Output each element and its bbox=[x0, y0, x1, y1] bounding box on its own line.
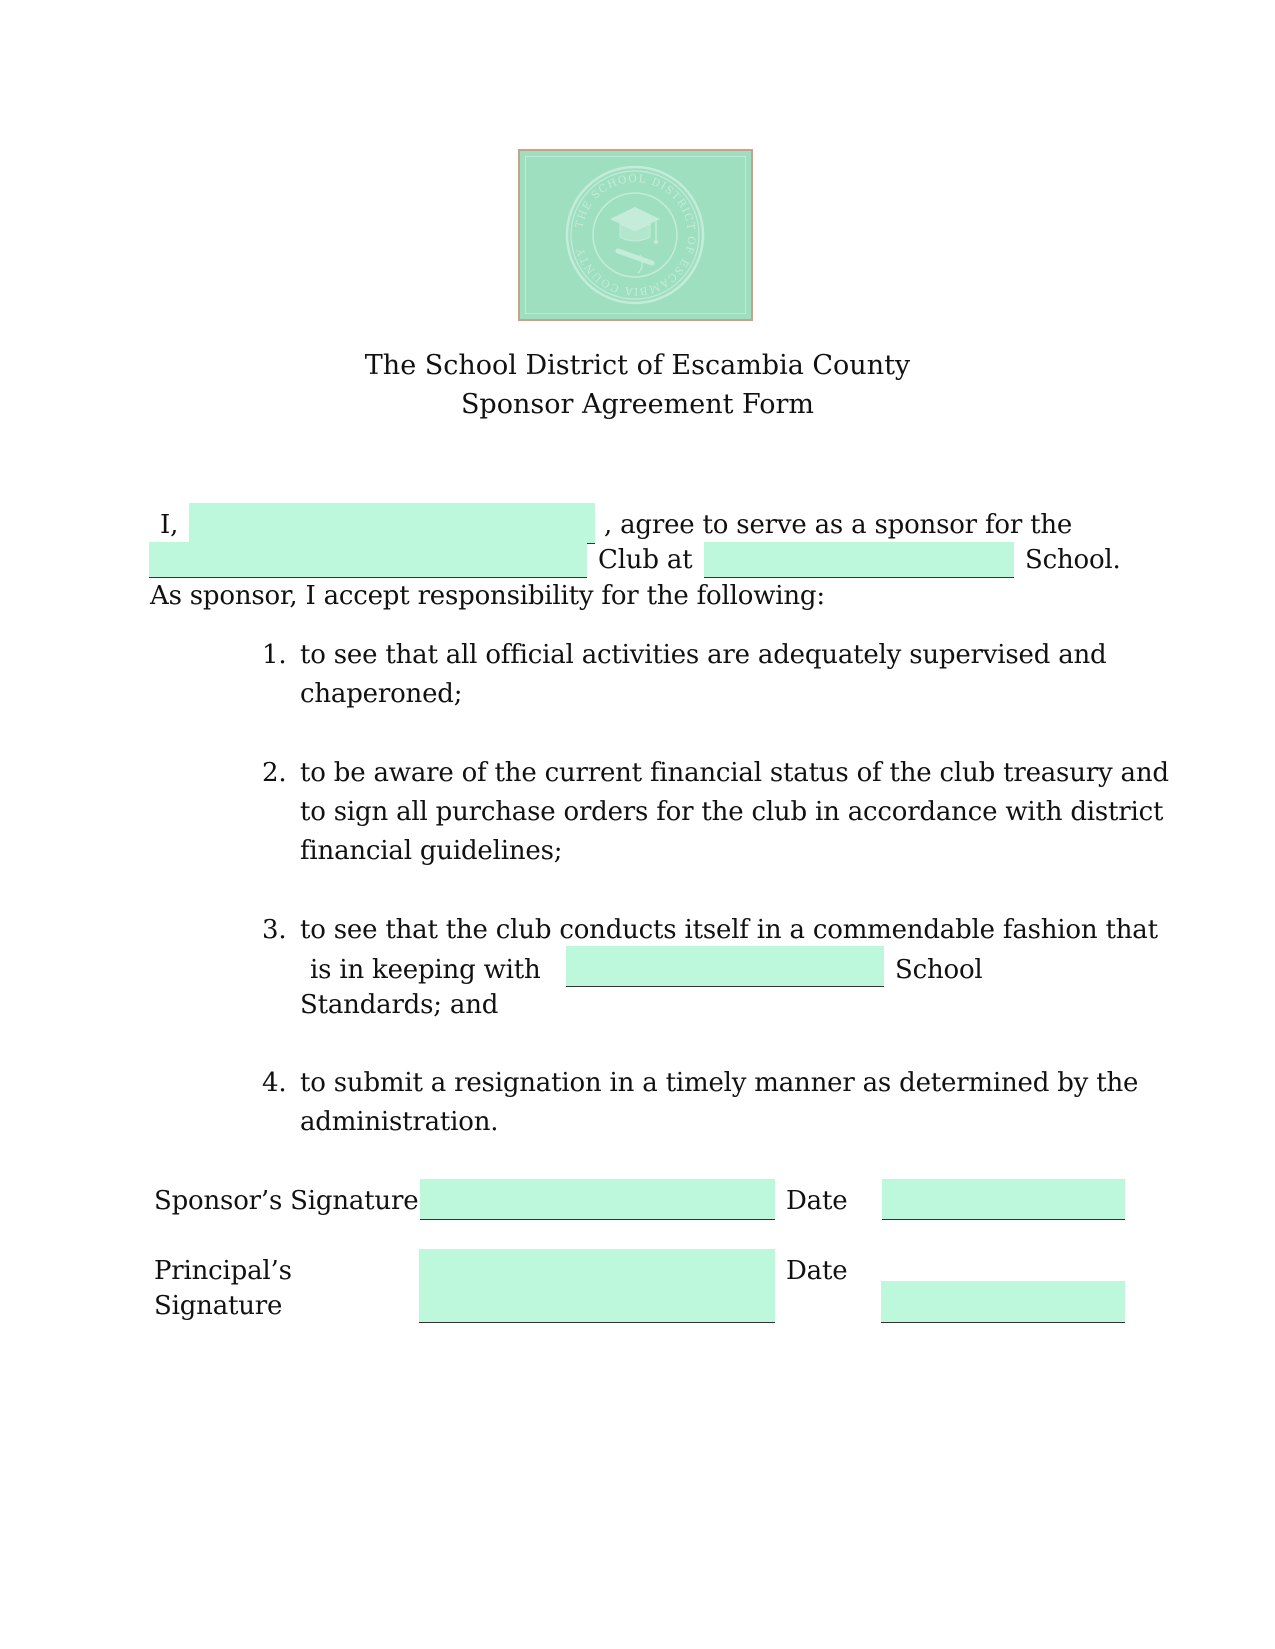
item-3-line-2-prefix: is in keeping with bbox=[310, 955, 541, 985]
sponsor-name-field[interactable] bbox=[189, 503, 595, 544]
sponsor-date-field[interactable] bbox=[882, 1179, 1125, 1220]
intro-school: School. bbox=[1025, 545, 1121, 575]
club-name-field[interactable] bbox=[149, 542, 587, 578]
item-2-line-1: to be aware of the current financial status of the club treasury and bbox=[300, 758, 1169, 788]
item-number: 4. bbox=[262, 1068, 287, 1098]
sponsor-signature-label: Sponsor’s Signature bbox=[154, 1186, 419, 1216]
sponsor-date-label: Date bbox=[786, 1186, 848, 1216]
item-4-line-2: administration. bbox=[300, 1107, 499, 1137]
form-title: Sponsor Agreement Form bbox=[460, 389, 815, 420]
item-2-line-3: financial guidelines; bbox=[300, 836, 563, 866]
item-3-line-2-suffix: School bbox=[895, 955, 983, 985]
principal-date-field[interactable] bbox=[881, 1281, 1125, 1323]
org-name: The School District of Escambia County bbox=[364, 350, 911, 381]
standards-school-field[interactable] bbox=[566, 946, 884, 987]
intro-agree-text: , agree to serve as a sponsor for the bbox=[604, 510, 1073, 540]
intro-accept-text: As sponsor, I accept responsibility for the following: bbox=[150, 581, 825, 611]
item-4-line-1: to submit a resignation in a timely manner as determined by the bbox=[300, 1068, 1139, 1098]
item-1-line-1: to see that all official activities are adequately supervised and bbox=[300, 640, 1107, 670]
district-seal bbox=[518, 149, 753, 321]
item-3-line-1: to see that the club conducts itself in a commendable fashion that bbox=[300, 915, 1158, 945]
principal-signature-label-line-1: Principal’s bbox=[154, 1256, 292, 1286]
seal-emblem-icon bbox=[520, 151, 751, 319]
school-name-field[interactable] bbox=[704, 542, 1014, 578]
principal-date-label: Date bbox=[786, 1256, 848, 1286]
principal-signature-field[interactable] bbox=[419, 1249, 775, 1323]
item-number: 1. bbox=[262, 640, 287, 670]
intro-pronoun: I, bbox=[160, 510, 179, 540]
item-1-line-2: chaperoned; bbox=[300, 679, 463, 709]
intro-club-at: Club at bbox=[598, 545, 693, 575]
seal-text: THE SCHOOL DISTRICT OF ESCAMBIA COUNTY bbox=[573, 172, 698, 298]
principal-signature-label-line-2: Signature bbox=[154, 1291, 283, 1321]
sponsor-signature-field[interactable] bbox=[420, 1179, 775, 1220]
item-number: 2. bbox=[262, 758, 287, 788]
item-2-line-2: to sign all purchase orders for the club in accordance with district bbox=[300, 797, 1164, 827]
item-3-line-3: Standards; and bbox=[300, 990, 499, 1020]
item-number: 3. bbox=[262, 915, 287, 945]
